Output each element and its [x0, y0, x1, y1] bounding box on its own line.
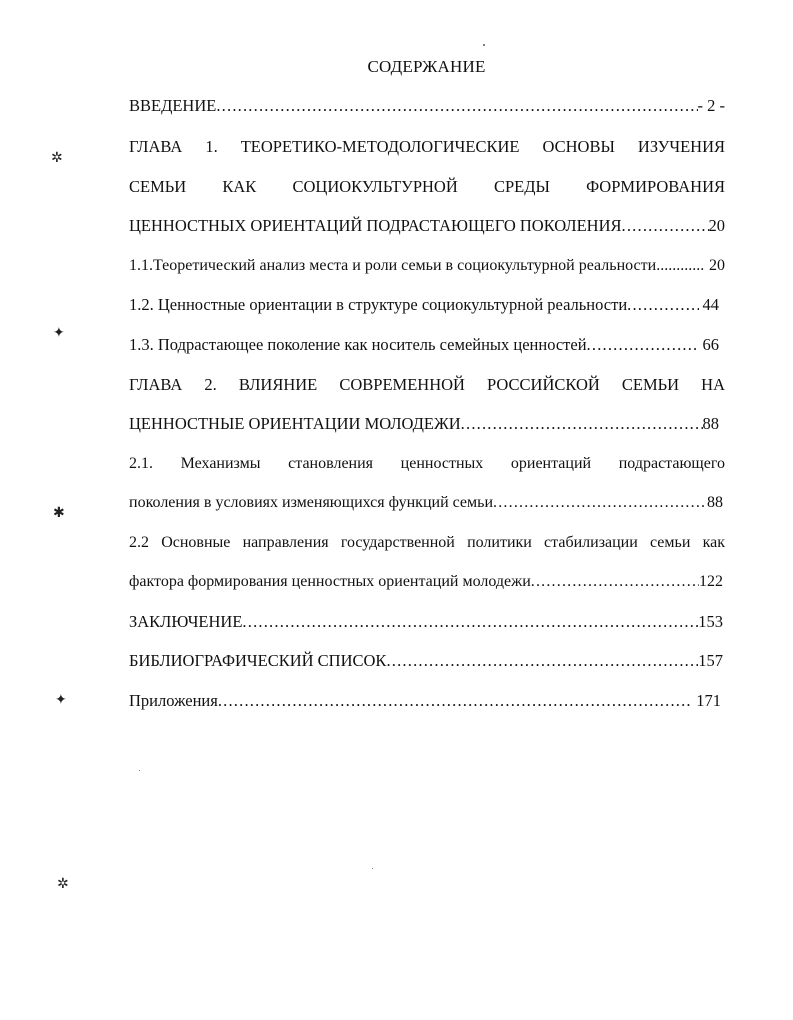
toc-page-number: 20 [709, 257, 725, 274]
toc-page-number: 88 [707, 494, 723, 511]
dot-leader [461, 414, 703, 434]
dot-leader [627, 295, 698, 315]
dot-leader [386, 651, 698, 671]
toc-entry-1-1 [129, 256, 725, 276]
scan-dot [139, 770, 140, 771]
toc-page-number: 153 [698, 612, 723, 631]
scan-speck: ✲ [51, 151, 63, 166]
toc-page-number: 66 [702, 335, 719, 354]
toc-entry-text: 1.1.Теоретический анализ места и роли семьи в социокультурной реальности [129, 257, 657, 274]
toc-page-number: 88 [702, 414, 719, 433]
toc-entry-text: 1.2. Ценностные ориентации в структуре социокультурной реальности [129, 295, 628, 314]
toc-entry-2-1-line1: 2.1. Механизмы становления ценностных ориентаций подрастающего [129, 455, 725, 472]
dot-leader [242, 612, 698, 632]
toc-chapter1-line2: СЕМЬИ КАК СОЦИОКУЛЬТУРНОЙ СРЕДЫ ФОРМИРОВАНИЯ [129, 177, 725, 196]
toc-entry-text: фактора формирования ценностных ориентаций молодежи [129, 573, 531, 590]
scan-speck: ✦ [55, 693, 67, 708]
toc-chapter1-line3 [129, 216, 725, 236]
toc-page-number: 122 [699, 573, 723, 590]
toc-page-number: 171 [696, 691, 721, 710]
dot-leader [531, 572, 699, 592]
toc-heading [0, 57, 793, 77]
toc-page-number: - 2 - [697, 96, 725, 115]
dot-leader [587, 335, 697, 355]
toc-entry-text: ЦЕННОСТНЫЕ ОРИЕНТАЦИИ МОЛОДЕЖИ [129, 414, 461, 433]
dot-leader [218, 691, 690, 711]
dot-leader [622, 216, 709, 236]
toc-entry-text: 1.3. Подрастающее поколение как носитель семейных ценностей [129, 335, 587, 354]
dot-leader [656, 256, 705, 276]
toc-page-number: 157 [698, 651, 723, 670]
scan-speck: ✦ [53, 326, 65, 341]
toc-heading-text: СОДЕРЖАНИЕ [367, 57, 486, 76]
toc-chapter2-line2 [129, 414, 719, 434]
scan-speck: ✲ [57, 877, 69, 892]
toc-entry-1-2 [129, 295, 719, 315]
toc-entry-appendix [129, 691, 721, 711]
toc-entry-conclusion [129, 612, 723, 632]
toc-entry-intro [129, 96, 725, 116]
toc-entry-text: ВВЕДЕНИЕ [129, 96, 217, 115]
toc-entry-text: поколения в условиях изменяющихся функций семьи [129, 494, 494, 511]
dot-leader [493, 493, 707, 513]
dot-leader [216, 96, 697, 116]
toc-entry-2-2-line2 [129, 572, 723, 592]
toc-entry-2-2-line1: 2.2 Основные направления государственной политики стабилизации семьи как [129, 534, 725, 551]
toc-chapter1-line1: ГЛАВА 1. ТЕОРЕТИКО-МЕТОДОЛОГИЧЕСКИЕ ОСНОВЫ ИЗУЧЕНИЯ [129, 137, 725, 156]
toc-entry-1-3 [129, 335, 719, 355]
toc-entry-2-1-line2 [129, 493, 723, 513]
toc-entry-text: ЗАКЛЮЧЕНИЕ [129, 612, 243, 631]
scan-speck: ✱ [53, 506, 65, 521]
toc-page-number: 44 [702, 295, 719, 314]
toc-entry-text: БИБЛИОГРАФИЧЕСКИЙ СПИСОК [129, 651, 387, 670]
scan-dot [372, 868, 373, 869]
toc-entry-text: Приложения [129, 691, 218, 710]
toc-chapter2-line1: ГЛАВА 2. ВЛИЯНИЕ СОВРЕМЕННОЙ РОССИЙСКОЙ СЕМЬИ НА [129, 375, 725, 394]
scan-dot [483, 44, 485, 46]
toc-entry-bibliography [129, 651, 723, 671]
toc-page-number: 20 [708, 216, 725, 235]
toc-entry-text: ЦЕННОСТНЫХ ОРИЕНТАЦИЙ ПОДРАСТАЮЩЕГО ПОКОЛЕНИЯ [129, 216, 622, 235]
